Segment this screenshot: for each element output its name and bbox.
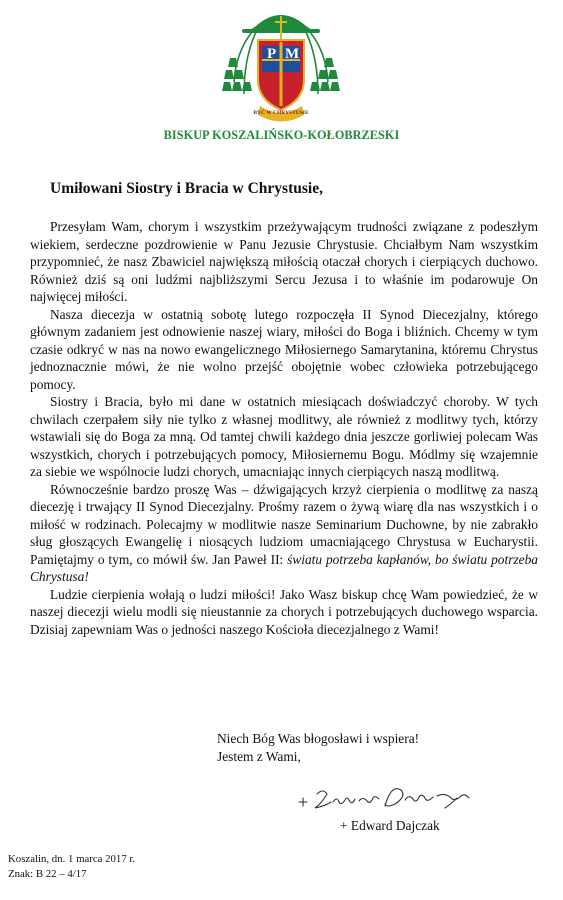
letter-body [30,218,538,638]
letter-paragraph: Przesyłam Wam, chorym i wszystkim przeżywającym trudności związane z podeszłym wiekiem, serdeczne pozdrowienie w Panu Jezusie Chrystusie. Chciałbym Nam wszystkim przypomnieć, że nasz Zbawiciel największą miłością otaczał chorych i cierpiących duchowo. Również dziś są oni ludźmi najbliższymi Sercu Jezusa i to właśnie im podarowuje On najwięcej miłości. [30,219,538,304]
letter-paragraph: Siostry i Bracia, było mi dane w ostatnich miesiącach doświadczyć choroby. W tych chwilach czerpałem siły nie tylko z własnej modlitwy, ale również z modlitwy tych, którzy wstawiali się do Boga za mną. Od tamtej chwili każdego dnia jeszcze gorliwiej polecam Was wszystkich, chorych i potrzebujących pomocy, Miłosiernemu Bogu. Módlmy się wzajemnie za siebie we wspólnocie ludzi chorych, umacniając innych cierpiących naszą modlitwą. [30,394,538,479]
letter-paragraph [30,481,538,586]
letter-paragraph: Ludzie cierpienia wołają o ludzi miłości! Jako Wasz biskup chcę Wam powiedzieć, że w naszej diecezji wielu modli się nieustannie za chorych i potrzebujących duchowego wsparcia. Dzisiaj zapewniam Was o jedności naszego Kościoła diecezjalnego z Wami! [30,586,538,637]
signer-name: + Edward Dajczak [340,818,440,833]
shield-letter-right: M [285,46,300,62]
letter-closing [217,730,419,766]
shield-letter-left: P [267,46,277,62]
letter-footer [8,852,135,881]
bishop-title: BISKUP KOSZALIŃSKO-KOŁOBRZESKI [163,128,400,142]
john-paul-quote: światu potrzeba kapłanów, bo światu potrzeba Chrystusa! [30,551,538,584]
blessing-line: Niech Bóg Was błogosławi i wspiera! [217,731,420,746]
letter-salutation: Umiłowani Siostry i Bracia w Chrystusie, [50,180,323,197]
coat-of-arms-overlay [222,2,340,130]
paragraph-text: Równocześnie bardzo proszę Was – dźwigających krzyż cierpienia o modlitwę za naszą diecezję i trwający II Synod Diecezjalny. Prośmy razem o żywą wiarę dla nas wszystkich i o miłość w rodzinach. Polecajmy w modlitwie nasze Seminarium Duchowne, by nie zabrakło sług głoszących Ewangelię i niosących ludziom umacniającego Chrystusa w Eucharystii. Pamiętajmy o tym, co mówił św. Jan Paweł II: [30,481,538,567]
reference-number: Znak: B 22 – 4/17 [8,867,87,880]
place-date: Koszalin, dn. 1 marca 2017 r. [8,853,136,865]
letter-paragraph: Nasza diecezja w ostatnią sobotę lutego rozpoczęła II Synod Diecezjalny, którego głównym zadaniem jest odnowienie naszej wiary, miłości do Boga i bliźnich. Chcemy w tym czasie odkryć w nas na nowo ewangelicznego Miłosiernego Samarytanina, któremu Chrystus jednoznacznie mówi, że nie wolno przejść obojętnie wobec człowieka potrzebującego pomocy. [30,306,538,392]
handwritten-signature-icon [295,780,490,814]
with-you-line: Jestem z Wami, [217,749,301,764]
coat-of-arms-motto: BYĆ W CHRYSTUSIE [253,110,309,116]
